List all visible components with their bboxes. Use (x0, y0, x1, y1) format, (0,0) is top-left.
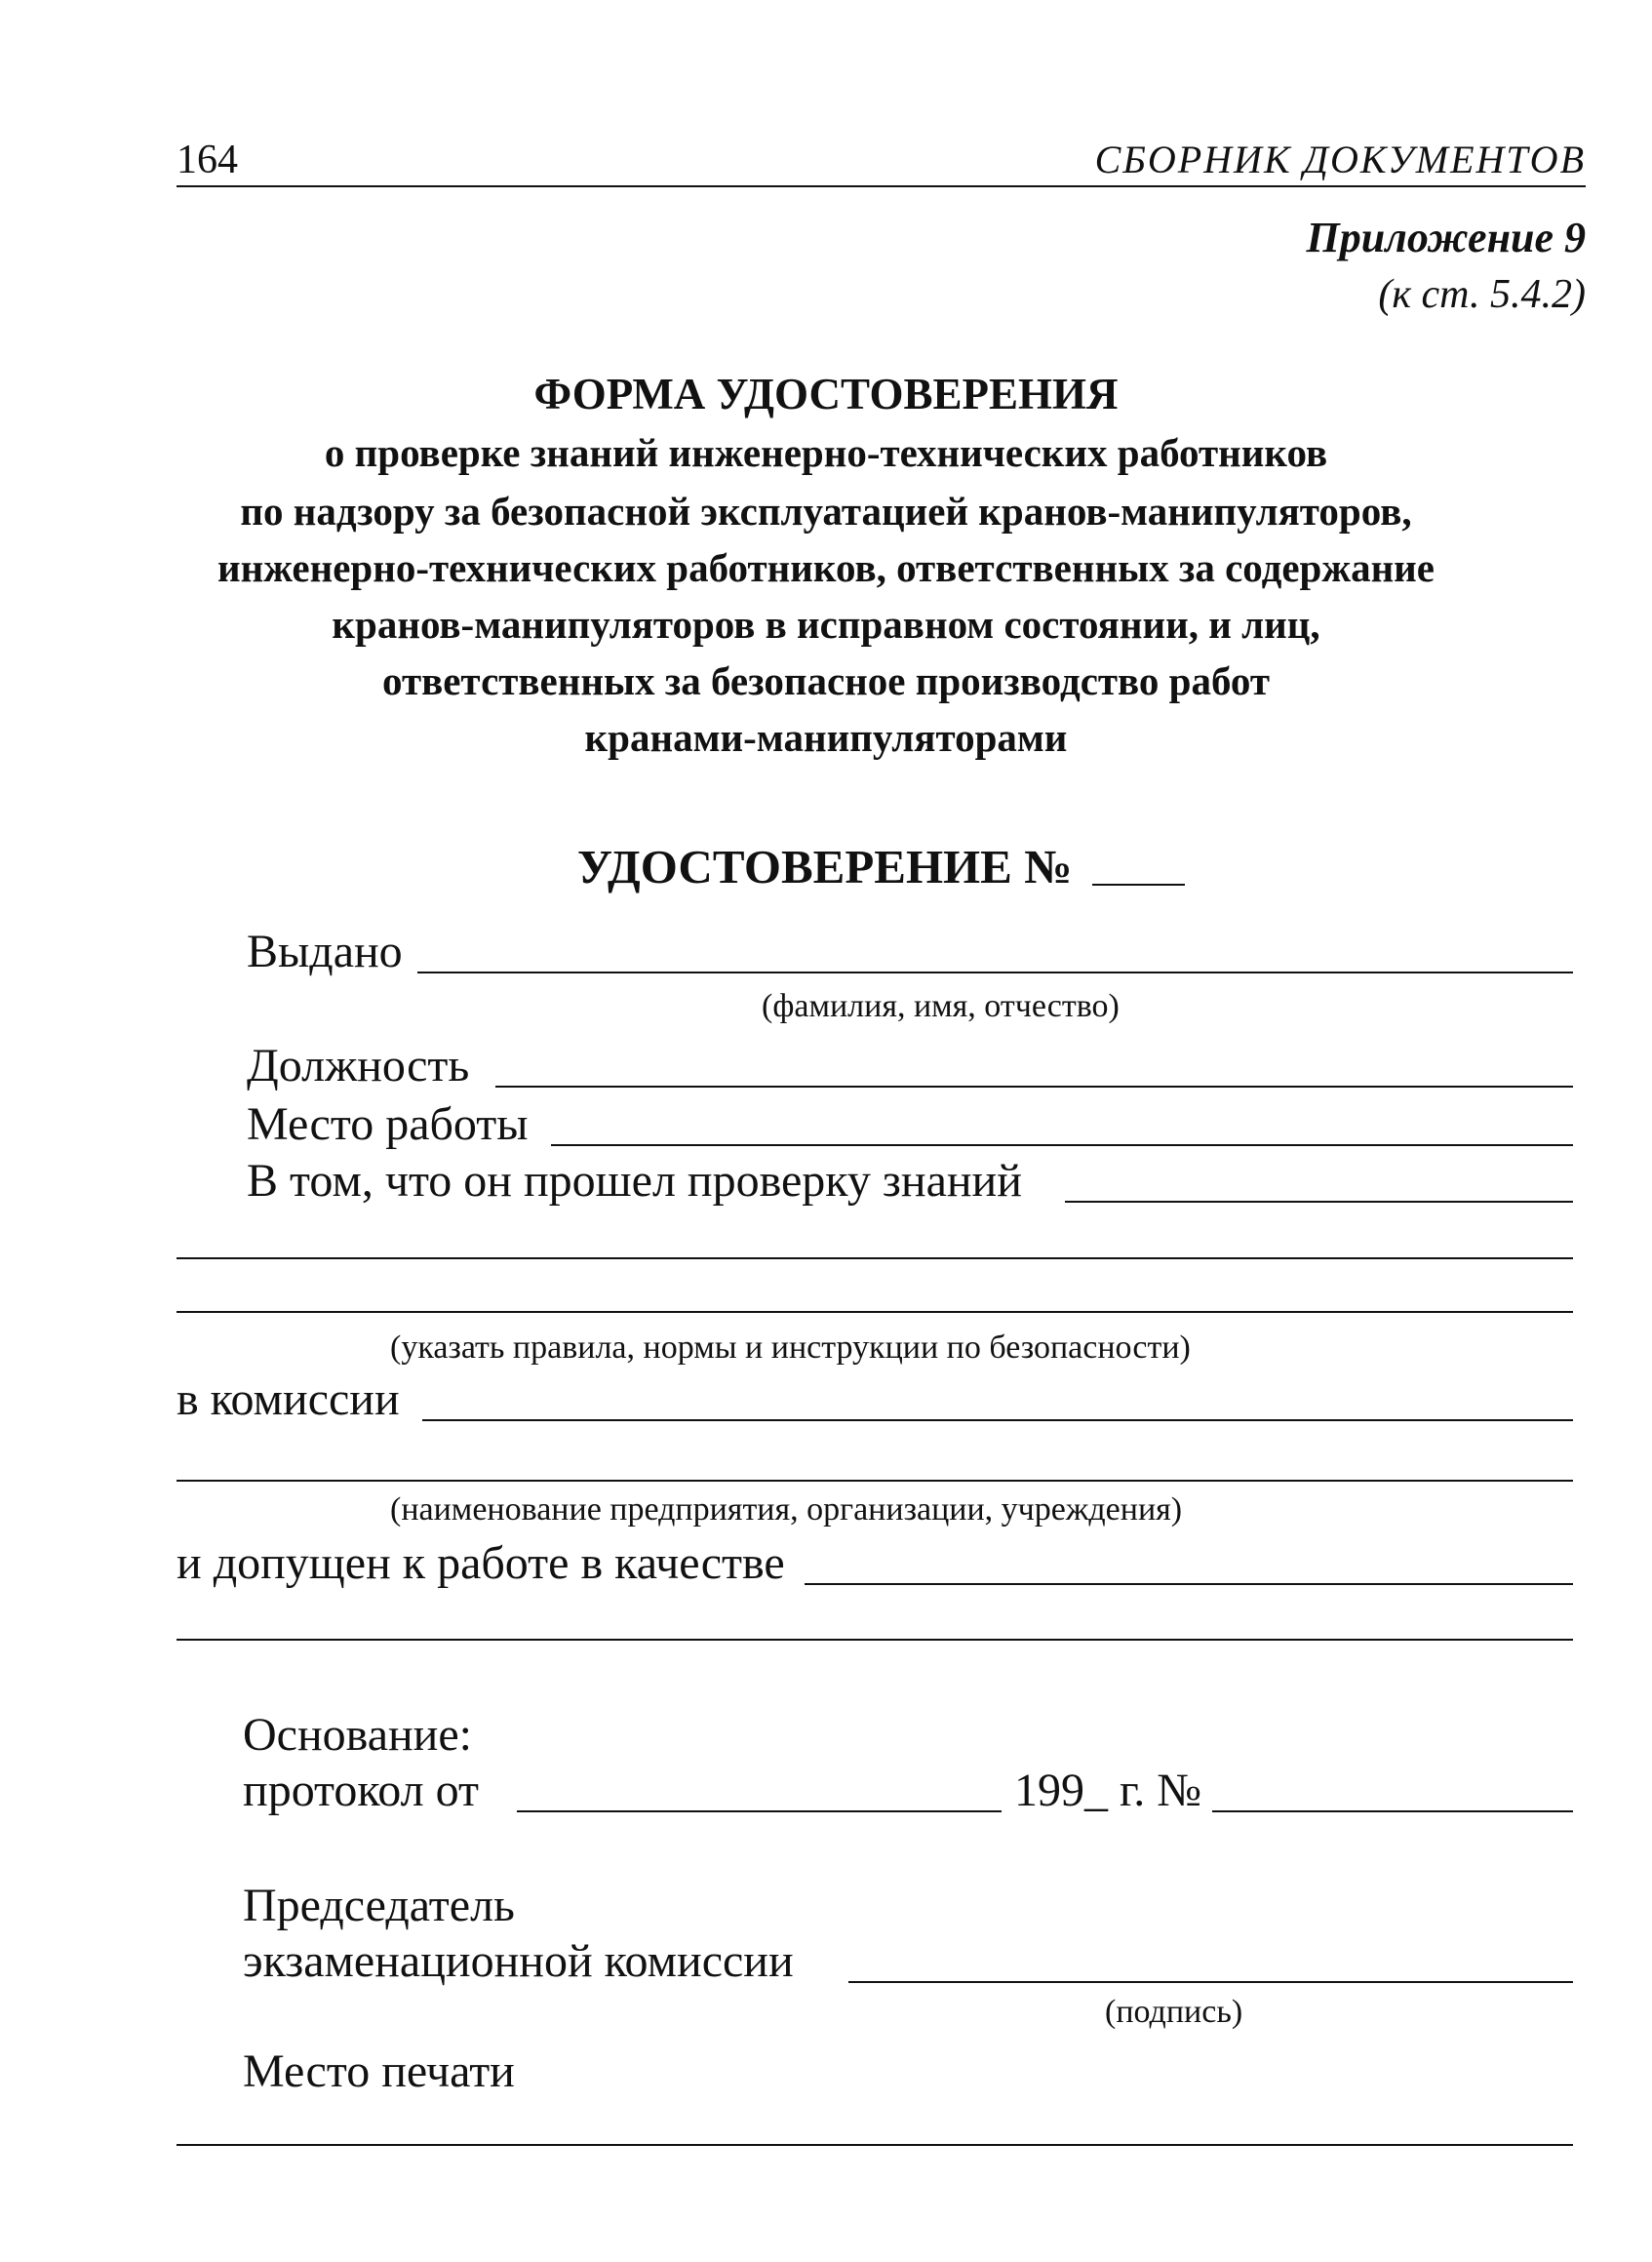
title-line: о проверке знаний инженерно-технических работников (324, 430, 1328, 475)
form-title: ФОРМА УДОСТОВЕРЕНИЯ (533, 370, 1119, 418)
organization-caption: (наименование предприятия, организации, учреждения) (390, 1491, 1183, 1528)
passed-field[interactable] (1065, 1201, 1573, 1203)
workplace-field[interactable] (551, 1144, 1573, 1146)
appendix-reference: (к ст. 5.4.2) (1378, 272, 1586, 317)
admitted-label: и допущен к работе в качестве (177, 1537, 785, 1589)
appendix-label: Приложение 9 (1306, 214, 1586, 261)
rules-field-line[interactable] (177, 1311, 1573, 1313)
certificate-number-blank[interactable] (1092, 884, 1185, 886)
admitted-field[interactable] (805, 1583, 1573, 1585)
chairman-commission-label: экзаменационной комиссии (243, 1935, 794, 1987)
protocol-year-number: 199_ г. № (1014, 1765, 1202, 1816)
rules-caption: (указать правила, нормы и инструкции по безопасности) (390, 1329, 1191, 1366)
header-rule (177, 185, 1586, 187)
commission-field[interactable] (422, 1419, 1573, 1421)
issued-caption: (фамилия, имя, отчество) (762, 988, 1120, 1024)
position-label: Должность (247, 1040, 470, 1091)
signature-field[interactable] (848, 1981, 1573, 1983)
rules-field-line[interactable] (177, 1257, 1573, 1259)
title-line: кранами-манипуляторами (584, 715, 1068, 760)
protocol-label: протокол от (243, 1765, 479, 1816)
title-line: ответственных за безопасное производство работ (381, 658, 1271, 703)
stamp-label: Место печати (243, 2045, 515, 2097)
chairman-label: Председатель (243, 1880, 515, 1931)
issued-name-field[interactable] (417, 972, 1573, 973)
bottom-rule (177, 2144, 1573, 2146)
title-line: по надзору за безопасной эксплуатацией кранов-манипуляторов, (240, 489, 1412, 534)
page-number: 164 (177, 138, 238, 182)
certificate-heading: УДОСТОВЕРЕНИЕ № (577, 840, 1073, 893)
issued-label: Выдано (247, 926, 403, 977)
position-field[interactable] (495, 1086, 1573, 1088)
organization-field-line[interactable] (177, 1480, 1573, 1482)
workplace-label: Место работы (247, 1098, 529, 1150)
basis-label: Основание: (243, 1709, 473, 1761)
passed-label: В том, что он прошел проверку знаний (247, 1155, 1022, 1207)
protocol-number-field[interactable] (1212, 1810, 1573, 1812)
commission-label: в комиссии (177, 1373, 400, 1425)
admitted-field-line[interactable] (177, 1639, 1573, 1641)
title-line: инженерно-технических работников, ответственных за содержание (216, 545, 1436, 590)
protocol-date-field[interactable] (517, 1810, 1002, 1812)
running-title: СБОРНИК ДОКУМЕНТОВ (1094, 138, 1586, 181)
signature-caption: (подпись) (1105, 1994, 1243, 2030)
title-line: кранов-манипуляторов в исправном состоянии, и лиц, (332, 602, 1320, 647)
